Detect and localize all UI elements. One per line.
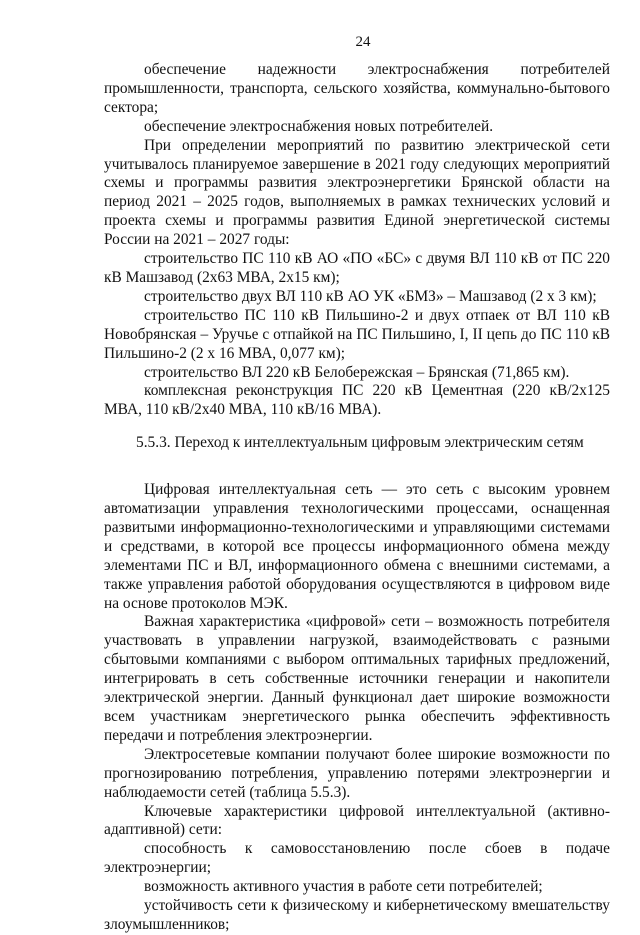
list-item-pilshino: строительство ПС 110 кВ Пильшино-2 и двух отпаек от ВЛ 110 кВ Новобрянская – Уручье с отпайкой на ПС Пильшино, I, II цепь до ПС 110 кВ Пильшино-2 (2 х 16 МВА, 0,077 км); bbox=[104, 306, 610, 362]
paragraph-key-characteristics: Ключевые характеристики цифровой интеллектуальной (активно-адаптивной) сети: bbox=[104, 802, 610, 839]
page-number: 24 bbox=[355, 34, 371, 50]
section-heading: 5.5.3. Переход к интеллектуальным цифровым электрическим сетям bbox=[136, 434, 584, 452]
list-item-self-healing: способность к самовосстановлению после сбоев в подаче электроэнергии; bbox=[104, 840, 610, 877]
paragraph-digital-grid-definition: Цифровая интеллектуальная сеть — это сеть с высоким уровнем автоматизации управления технологическими процессами, оснащенная развитыми информационно-технологическими и управляющими системами и средствами, в которой все процессы информационного обмена между элементами ПС и ВЛ, информационного обмена с внешними системами, а также управления работой оборудования осуществляются в цифровом виде на основе протоколов МЭК. bbox=[104, 481, 610, 612]
paragraph-new-consumers: обеспечение электроснабжения новых потребителей. bbox=[144, 117, 494, 135]
paragraph-reliability: обеспечение надежности электроснабжения потребителей промышленности, транспорта, сельского хозяйства, коммунально-бытового сектора; bbox=[104, 61, 610, 116]
list-item-ps-bs: строительство ПС 110 кВ АО «ПО «БС» с двумя ВЛ 110 кВ от ПС 220 кВ Машзавод (2х63 МВА, 2х15 км); bbox=[104, 250, 610, 286]
paragraph-grid-companies: Электросетевые компании получают более широкие возможности по прогнозированию потребления, управлению потерями электроэнергии и наблюдаемости сетей (таблица 5.5.3). bbox=[104, 745, 610, 801]
list-item-resilience: устойчивость сети к физическому и кибернетическому вмешательству злоумышленников; bbox=[104, 897, 610, 933]
paragraph-planned-measures: При определении мероприятий по развитию электрической сети учитывалось планируемое завершение в 2021 году следующих мероприятий схемы и программы развития электроэнергетики Брянской области на период 2021 – 2025 годов, выполняемых в рамках технических условий и проекта схемы и программы развития Единой энергетической системы России на 2021 – 2027 годы: bbox=[104, 136, 610, 249]
list-item-vl-bmz: строительство двух ВЛ 110 кВ АО УК «БМЗ» – Машзавод (2 х 3 км); bbox=[144, 287, 597, 305]
list-item-active-participation: возможность активного участия в работе сети потребителей; bbox=[144, 878, 543, 896]
paragraph-consumer-participation: Важная характеристика «цифровой» сети – возможность потребителя участвовать в управлении нагрузкой, взаимодействовать с разными сбытовыми компаниями с выбором оптимальных тарифных предложений, интегрировать в сеть собственные источники генерации и накопители электрической энергии. Данный функционал дает широкие возможности всем участникам энергетического рынка обеспечить эффективность передачи и потребления электроэнергии. bbox=[104, 613, 610, 744]
list-item-cementnaya: комплексная реконструкция ПС 220 кВ Цементная (220 кВ/2х125 МВА, 110 кВ/2х40 МВА, 110 кВ/16 МВА). bbox=[104, 382, 610, 419]
list-item-beloberezhskaya: строительство ВЛ 220 кВ Белобережская – Брянская (71,865 км). bbox=[144, 363, 570, 381]
